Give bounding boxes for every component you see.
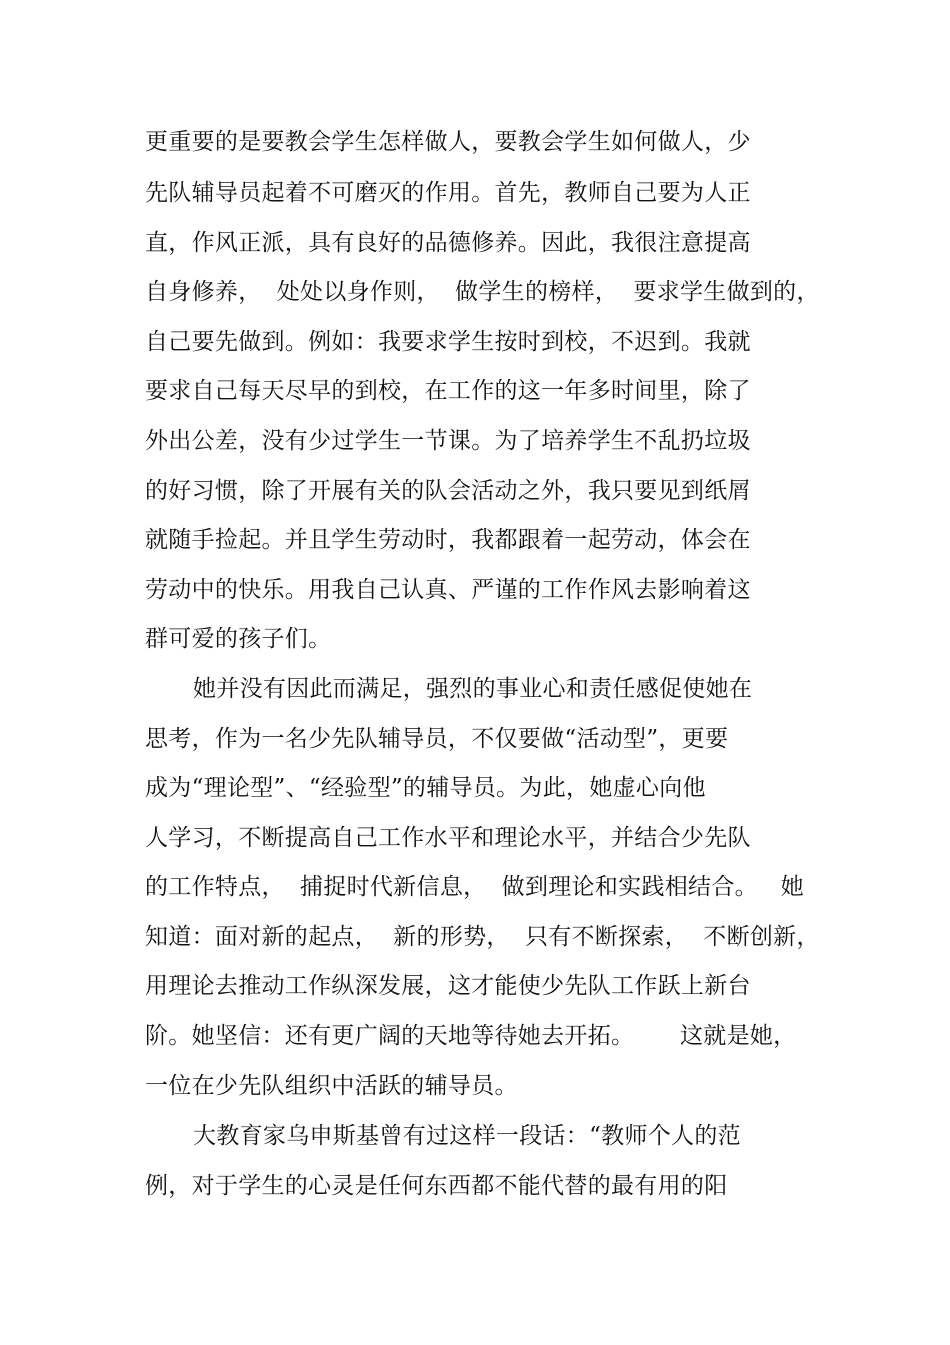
text-line: 知道：面对新的起点， 新的形势， 只有不断探索， 不断创新， (145, 924, 820, 950)
text-line: 的好习惯，除了开展有关的队会活动之外，我只要见到纸屑 (145, 478, 751, 504)
text-line: 更重要的是要教会学生怎样做人，要教会学生如何做人，少 (145, 129, 751, 155)
text-line: 就随手捡起。并且学生劳动时，我都跟着一起劳动，体会在 (145, 527, 751, 553)
text-line: 成为“理论型”、“经验型”的辅导员。为此，她虚心向他 (145, 775, 706, 801)
text-line: 阶。她坚信：还有更广阔的天地等待她去开拓。 这就是她， (145, 1023, 797, 1049)
text-line: 外出公差，没有少过学生一节课。为了培养学生不乱扔垃圾 (145, 428, 751, 454)
text-line: 直，作风正派，具有良好的品德修养。因此，我很注意提高 (145, 230, 751, 256)
text-line: 要求自己每天尽早的到校，在工作的这一年多时间里，除了 (145, 378, 751, 404)
text-line: 劳动中的快乐。用我自己认真、严谨的工作作风去影响着这 (145, 577, 751, 603)
paragraph-first-line: 她并没有因此而满足，强烈的事业心和责任感促使她在 (193, 676, 753, 702)
text-line: 思考，作为一名少先队辅导员，不仅要做“活动型”，更要 (145, 726, 729, 752)
text-line: 自己要先做到。例如：我要求学生按时到校，不迟到。我就 (145, 329, 751, 355)
text-line: 用理论去推动工作纵深发展，这才能使少先队工作跃上新台 (145, 973, 751, 999)
text-line: 自身修养， 处处以身作则， 做学生的榜样， 要求学生做到的， (145, 279, 820, 305)
text-line: 群可爱的孩子们。 (145, 626, 332, 652)
paragraph-first-line: 大教育家乌申斯基曾有过这样一段话：“教师个人的范 (193, 1123, 741, 1149)
text-line: 人学习，不断提高自己工作水平和理论水平，并结合少先队 (145, 825, 751, 851)
text-line: 例，对于学生的心灵是任何东西都不能代替的最有用的阳 (145, 1173, 728, 1199)
text-line: 一位在少先队组织中活跃的辅导员。 (145, 1073, 518, 1099)
text-line: 的工作特点， 捕捉时代新信息， 做到理论和实践相结合。 她 (145, 874, 805, 900)
text-line: 先队辅导员起着不可磨灭的作用。首先，教师自己要为人正 (145, 180, 751, 206)
